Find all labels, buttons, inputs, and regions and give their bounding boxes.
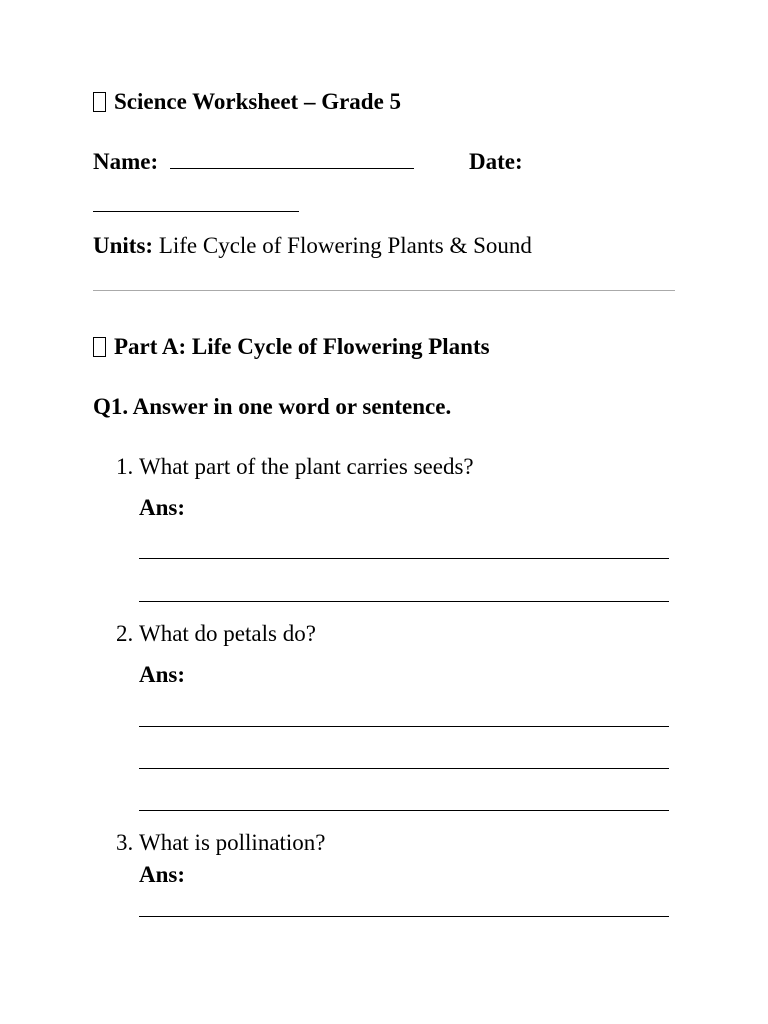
answer-line[interactable]: [139, 726, 669, 727]
answer-line[interactable]: [139, 558, 669, 559]
part-a-title: [93, 335, 490, 358]
answer-label: Ans:: [139, 495, 186, 520]
question-text: What do petals do?: [139, 621, 316, 646]
placeholder-glyph-icon: [93, 92, 106, 112]
name-label: Name:: [93, 149, 159, 174]
date-label: Date:: [469, 149, 523, 174]
units-value: Life Cycle of Flowering Plants & Sound: [158, 233, 532, 258]
answer-line[interactable]: [139, 768, 669, 769]
date-field-row: [469, 150, 523, 173]
question-text: What part of the plant carries seeds?: [139, 454, 474, 479]
date-blank-line[interactable]: [93, 211, 299, 212]
answer-line[interactable]: [139, 601, 669, 602]
q1-heading: Q1. Answer in one word or sentence.: [93, 394, 452, 419]
part-a-title-text: Part A: Life Cycle of Flowering Plants: [114, 334, 490, 359]
worksheet-title: [93, 90, 401, 113]
worksheet-title-text: Science Worksheet – Grade 5: [114, 89, 402, 114]
answer-line[interactable]: [139, 916, 669, 917]
question-number: 3.: [116, 830, 134, 855]
units-row: [93, 234, 532, 257]
answer-label: Ans:: [139, 862, 186, 887]
units-label: Units:: [93, 233, 154, 258]
question-text: What is pollination?: [139, 830, 326, 855]
name-blank-line[interactable]: [170, 150, 414, 169]
answer-label: Ans:: [139, 662, 186, 687]
question-number: 1.: [116, 454, 134, 479]
answer-line[interactable]: [139, 810, 669, 811]
name-field-row: [93, 150, 414, 173]
horizontal-divider: [93, 290, 675, 291]
question-number: 2.: [116, 621, 134, 646]
placeholder-glyph-icon: [93, 337, 106, 357]
